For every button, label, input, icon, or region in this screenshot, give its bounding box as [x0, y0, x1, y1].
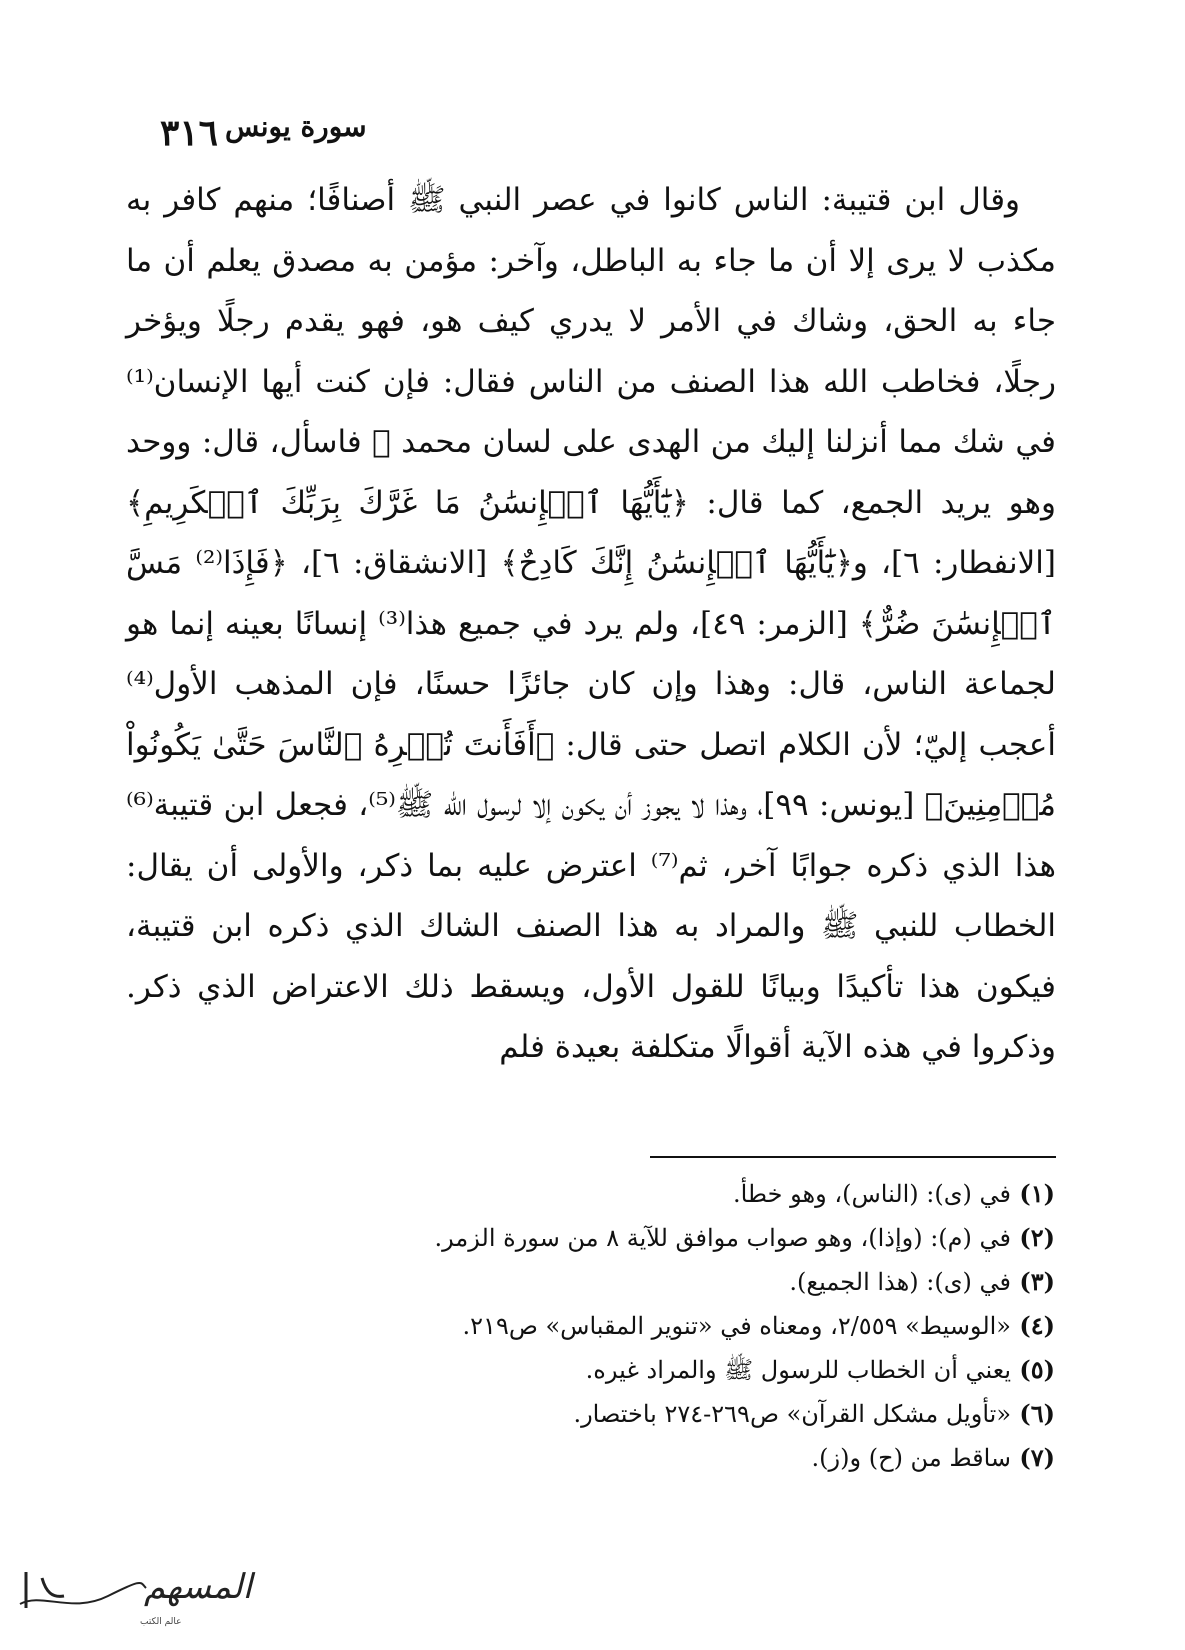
footnote-item [150, 1436, 1055, 1480]
footnote-item [150, 1304, 1055, 1348]
stamp-main-text: المسهم [144, 1567, 253, 1607]
footnote-number: (٤) [1019, 1311, 1055, 1340]
page-number: ٣١٦ [160, 112, 219, 154]
footnote-number: (١) [1019, 1179, 1055, 1208]
footnote-text: في (م): (وإذا)، وهو صواب موافق للآية ٨ من سورة الزمر. [434, 1224, 1011, 1252]
footnote-text: في (ى): (هذا الجميع). [789, 1268, 1011, 1296]
footnotes-list [150, 1172, 1055, 1480]
footnote-item [150, 1216, 1055, 1260]
footnote-text: ساقط من (ح) و(ز). [811, 1444, 1011, 1472]
footnote-number: (٦) [1019, 1399, 1055, 1428]
body-paragraph: وقال ابن قتيبة: الناس كانوا في عصر النبي ﷺ أصنافًا؛ منهم كافر به مكذب لا يرى إلا أن ما جاء به الباطل، وآخر: مؤمن به مصدق يعلم أن ما جاء به الحق، وشاك في الأمر لا يدري كيف هو، فهو يقدم رجلًا ويؤخر رجلًا، فخاطب الله هذا الصنف من الناس فقال: فإن كنت أيها الإنسان⁽¹⁾ في شك مما أنزلنا إليك من الهدى على لسان محمد ﷺ فاسأل، قال: ووحد وهو يريد الجمع، كما قال: ﴿يَٰٓأَيُّهَا ٱلۡإِنسَٰنُ مَا غَرَّكَ بِرَبِّكَ ٱلۡكَرِيمِ﴾ [الانفطار: ٦]، و﴿يَٰٓأَيُّهَا ٱلۡإِنسَٰنُ إِنَّكَ كَادِحٌ﴾ [الانشقاق: ٦]، ﴿فَإِذَا⁽²⁾ مَسَّ ٱلۡإِنسَٰنَ ضُرٌّ﴾ [الزمر: ٤٩]، ولم يرد في جميع هذا⁽³⁾ إنسانًا بعينه إنما هو لجماعة الناس، قال: وهذا وإن كان جائزًا حسنًا، فإن المذهب الأول⁽⁴⁾ أعجب إليّ؛ لأن الكلام اتصل حتى قال: ﴿أَفَأَنتَ تُكۡرِهُ ٱلنَّاسَ حَتَّىٰ يَكُونُواْ مُؤۡمِنِينَ﴾ [يونس: ٩٩]، وهذا لا يجوز أن يكون إلا لرسول الله ﷺ⁽⁵⁾، فجعل ابن قتيبة⁽⁶⁾ هذا الذي ذكره جوابًا آخر، ثم⁽⁷⁾ اعترض عليه بما ذكر، والأولى أن يقال: الخطاب للنبي ﷺ والمراد به هذا الصنف الشاك الذي ذكره ابن قتيبة، فيكون هذا تأكيدًا وبيانًا للقول الأول، ويسقط ذلك الاعتراض الذي ذكر. وذكروا في هذه الآية أقوالًا متكلفة بعيدة فلم [126, 182, 1056, 1065]
footnote-text: يعني أن الخطاب للرسول ﷺ والمراد غيره. [585, 1356, 1011, 1384]
footnote-item [150, 1348, 1055, 1392]
footnote-divider [650, 1156, 1056, 1158]
footnote-text: في (ى): (الناس)، وهو خطأ. [732, 1180, 1011, 1208]
footnote-number: (٢) [1019, 1223, 1055, 1252]
stamp-graphic [12, 1552, 253, 1632]
footnote-number: (٧) [1019, 1443, 1055, 1472]
footnote-item [150, 1392, 1055, 1436]
stamp-sub-text: عالم الكتب [140, 1617, 182, 1627]
footnote-item [150, 1260, 1055, 1304]
main-text [126, 170, 1056, 1078]
footnote-text: «تأويل مشكل القرآن» ص٢٦٩-٢٧٤ باختصار. [573, 1400, 1011, 1428]
footnote-item [150, 1172, 1055, 1216]
publisher-stamp-logo [12, 1552, 253, 1632]
footnote-number: (٥) [1019, 1355, 1055, 1384]
footnote-text: «الوسيط» ٢/٥٥٩، ومعناه في «تنوير المقباس» ص٢١٩. [462, 1312, 1011, 1340]
footnote-number: (٣) [1019, 1267, 1055, 1296]
surah-title: سورة يونس [225, 110, 367, 143]
running-head [150, 100, 1050, 154]
